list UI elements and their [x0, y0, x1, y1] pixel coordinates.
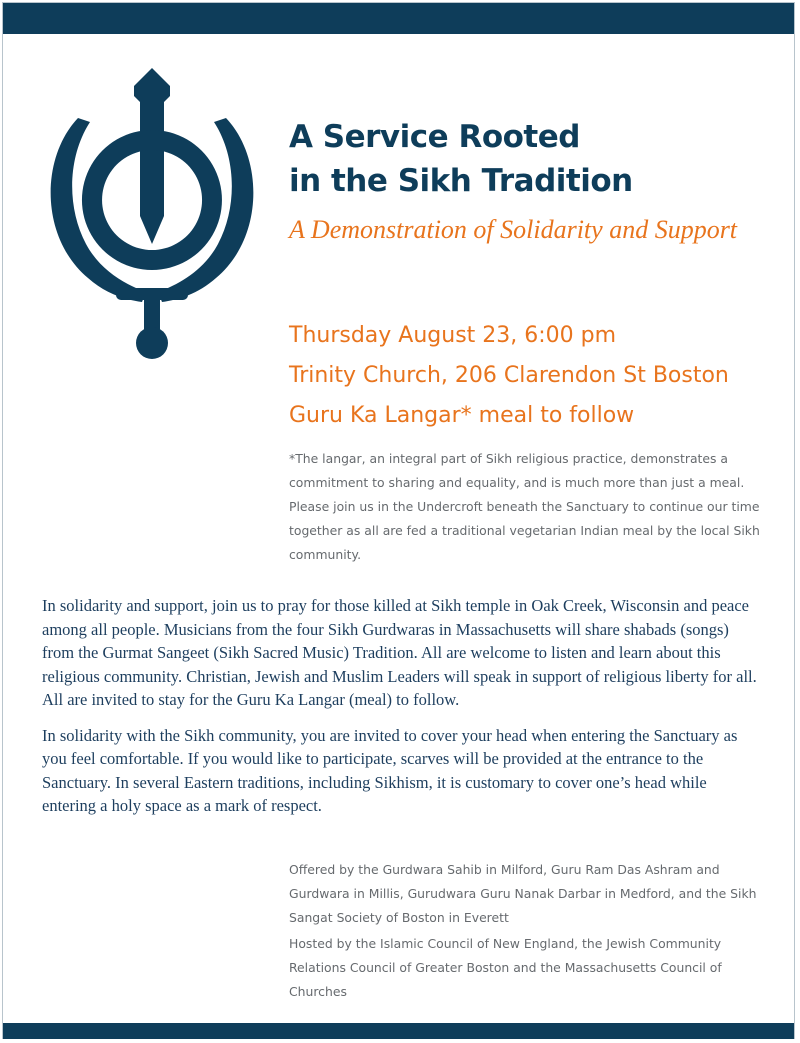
langar-footnote: *The langar, an integral part of Sikh religious practice, demonstrates a commitment to sharing and equality, and is much more than just a meal. Please join us in the Undercroft beneath the Sanctuary to continue our time together as all are fed a traditional vegetarian Indian meal by the local Sikh community.: [289, 451, 760, 562]
body-text: [42, 594, 762, 830]
event-meal: Guru Ka Langar* meal to follow: [289, 403, 635, 428]
offered-by-text: Offered by the Gurdwara Sahib in Milford, Guru Ram Das Ashram and Gurdwara in Millis, Gurudwara Guru Nanak Darbar in Medford, and the Sikh Sangat Society of Boston in Everett: [289, 862, 757, 925]
page-subtitle: A Demonstration of Solidarity and Support: [289, 215, 738, 244]
credits: [289, 858, 759, 1006]
body-paragraph-1: In solidarity and support, join us to pray for those killed at Sikh temple in Oak Creek, Wisconsin and peace among all people. Musicians from the four Sikh Gurdwaras in Massachusetts will share shabads (songs) from the Gurmat Sangeet (Sikh Sacred Music) Tradition. All are welcome to listen and learn about this religious community. Christian, Jewish and Muslim Leaders will speak in support of religious liberty for all. All are invited to stay for the Guru Ka Langar (meal) to follow.: [42, 596, 757, 709]
title-line-2: in the Sikh Tradition: [289, 163, 633, 199]
body-paragraph-2: In solidarity with the Sikh community, you are invited to cover your head when entering the Sanctuary as you feel comfortable. If you would like to participate, scarves will be provided at the entrance to the Sanctuary. In several Eastern traditions, including Sikhism, it is customary to cover one’s head while entering a holy space as a mark of respect.: [42, 725, 738, 815]
top-color-band: [3, 3, 794, 34]
title-line-1: A Service Rooted: [289, 119, 580, 155]
bottom-color-band: [3, 1023, 794, 1039]
page-title: [289, 115, 633, 203]
event-location: Trinity Church, 206 Clarendon St Boston: [289, 363, 729, 388]
event-date-time: Thursday August 23, 6:00 pm: [289, 323, 617, 348]
event-details: [289, 316, 729, 436]
khanda-icon: [38, 66, 266, 362]
hosted-by-text: Hosted by the Islamic Council of New England, the Jewish Community Relations Council of Greater Boston and the Massachusetts Council of Churches: [289, 936, 722, 999]
